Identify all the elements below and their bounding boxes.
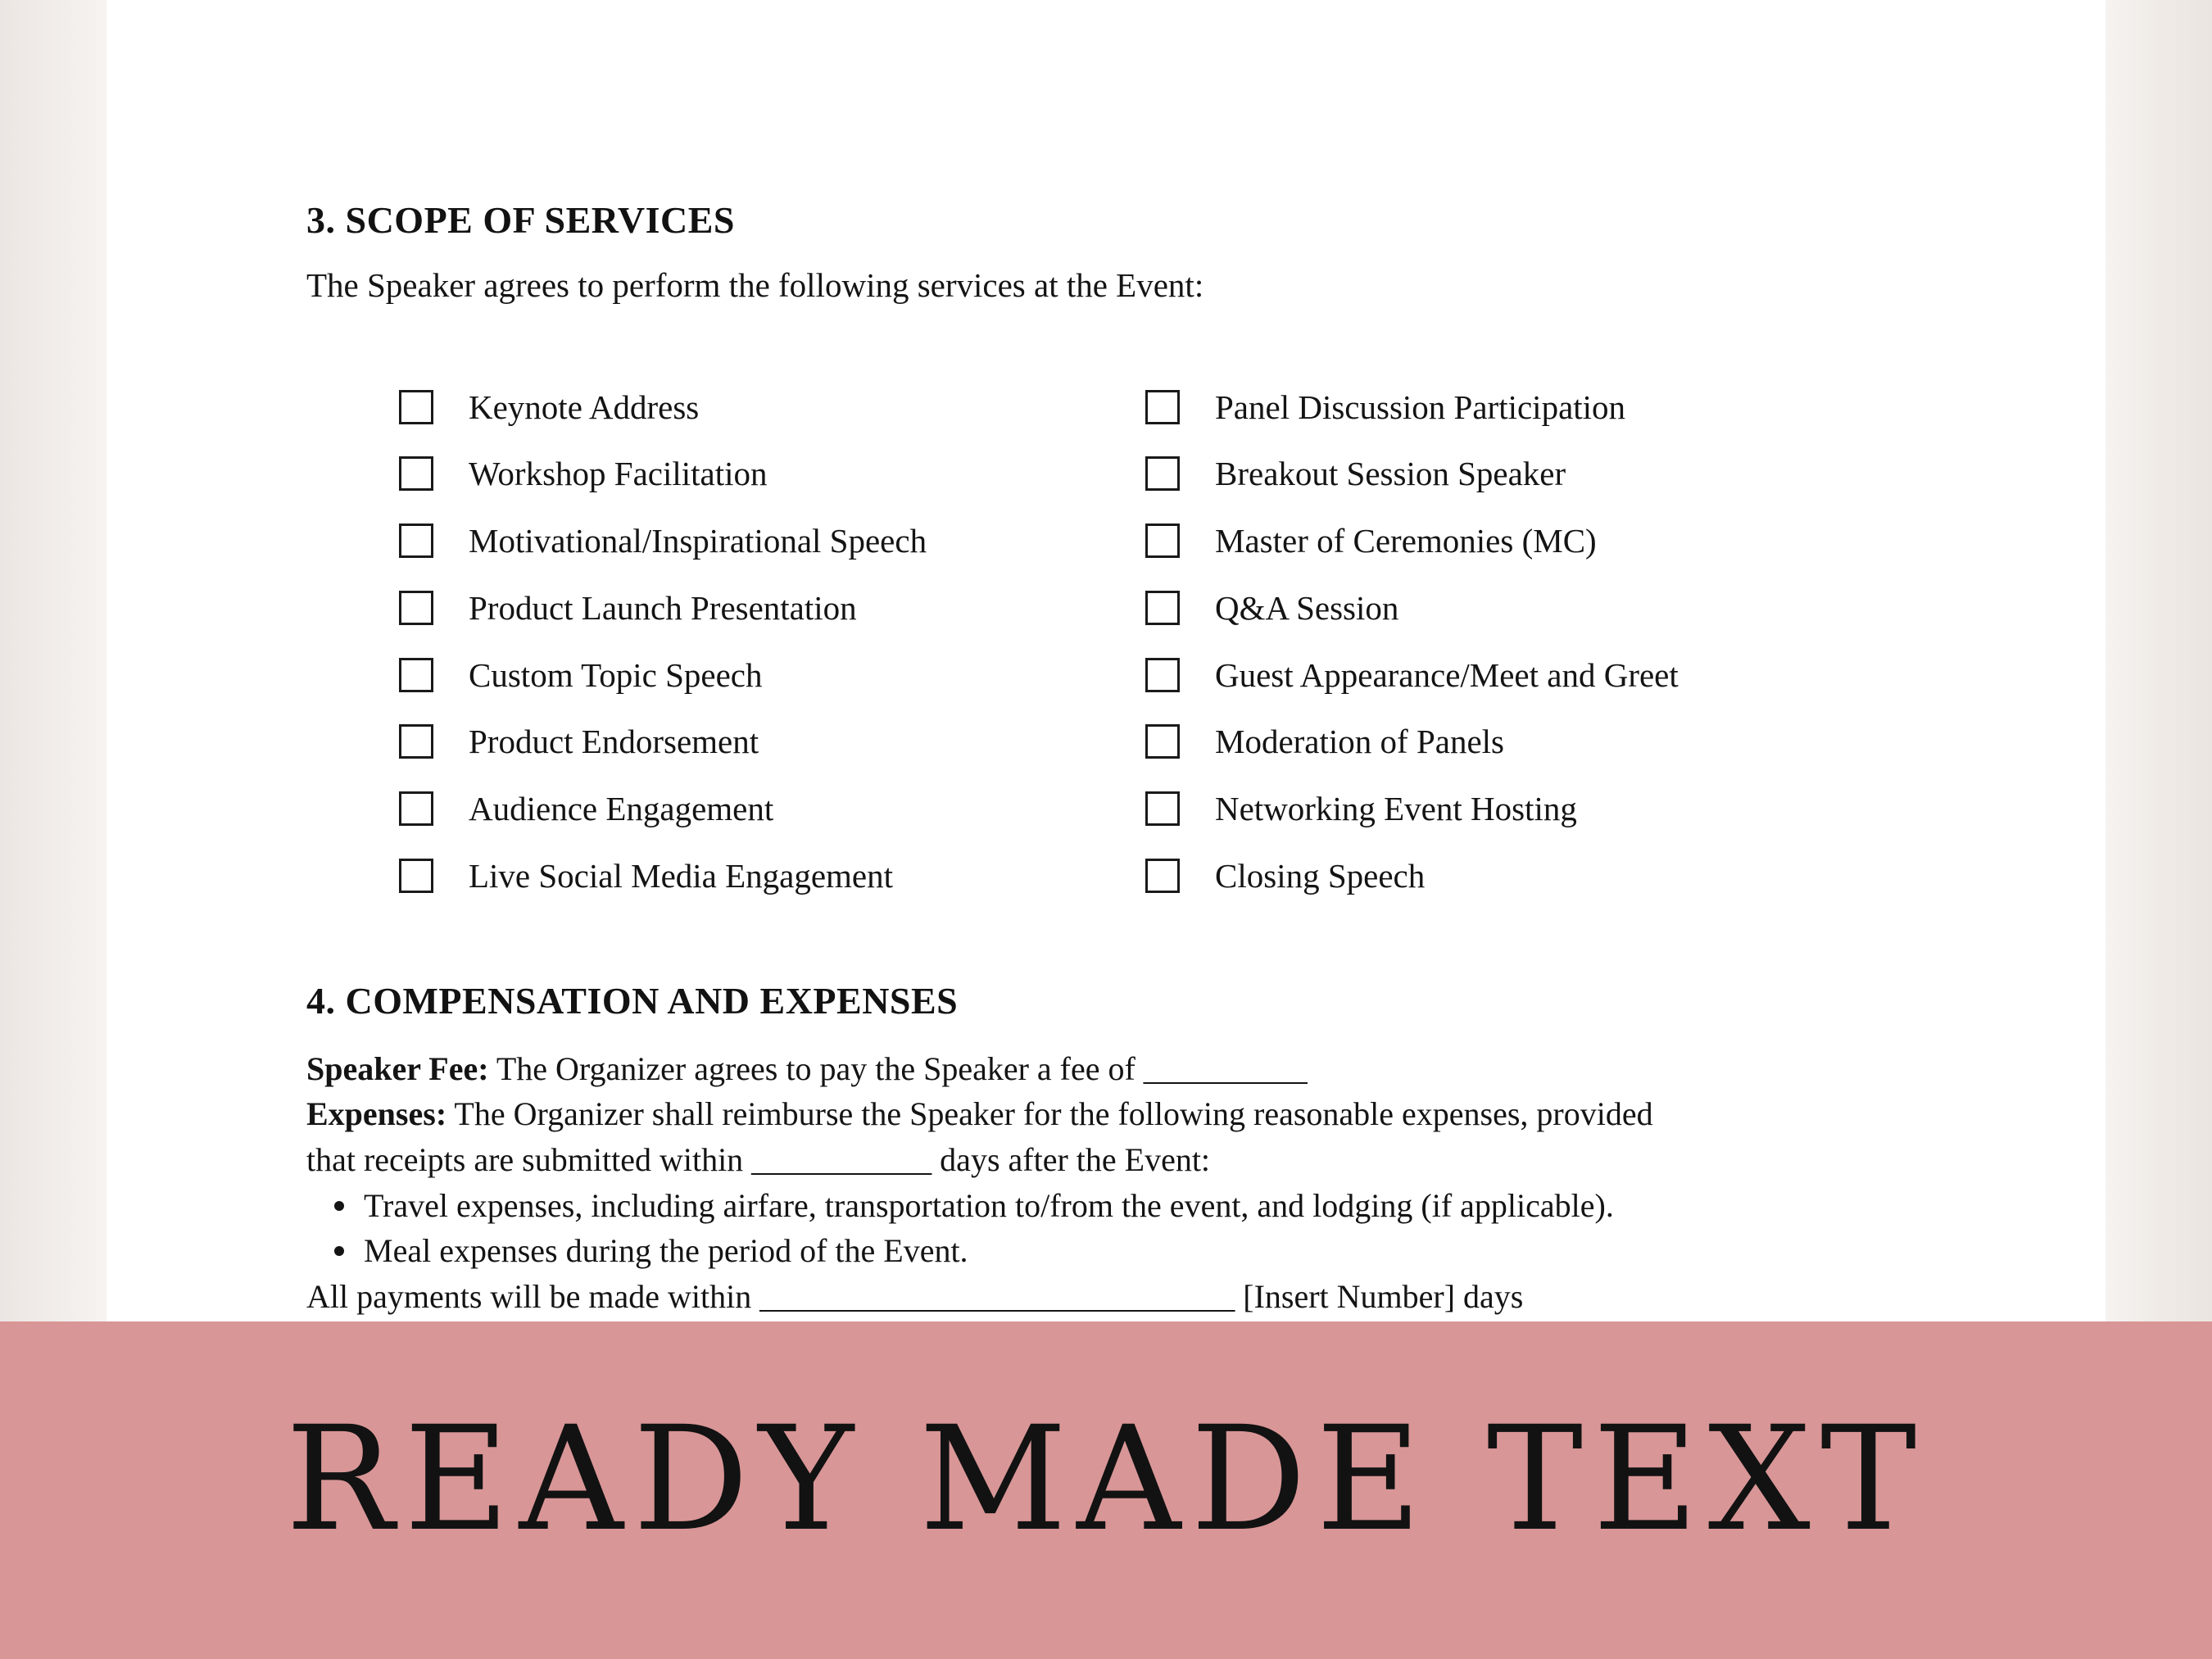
service-label: Q&A Session — [1215, 589, 1399, 627]
bullet-text: Meal expenses during the period of the Event. — [364, 1232, 968, 1269]
expenses-continued-line: that receipts are submitted within ___________ days after the Event: — [306, 1141, 1211, 1178]
checkbox[interactable] — [399, 724, 433, 759]
checkbox[interactable] — [1145, 390, 1180, 424]
service-label: Moderation of Panels — [1215, 723, 1504, 760]
checkbox[interactable] — [1145, 456, 1180, 491]
section-4-heading: 4. COMPENSATION AND EXPENSES — [306, 980, 959, 1022]
service-label: Custom Topic Speech — [469, 656, 763, 694]
checkbox[interactable] — [399, 658, 433, 692]
checkbox[interactable] — [1145, 859, 1180, 893]
service-label: Breakout Session Speaker — [1215, 455, 1566, 492]
service-product-endorsement[interactable] — [399, 722, 759, 761]
service-label: Guest Appearance/Meet and Greet — [1215, 656, 1679, 694]
service-qa-session[interactable] — [1145, 588, 1398, 628]
service-networking-event[interactable] — [1145, 789, 1577, 828]
bullet-dot-icon — [334, 1201, 344, 1211]
service-audience-engagement[interactable] — [399, 789, 773, 828]
service-product-launch[interactable] — [399, 588, 857, 628]
service-label: Product Endorsement — [469, 723, 759, 760]
service-label: Networking Event Hosting — [1215, 790, 1577, 827]
section-3-heading: 3. SCOPE OF SERVICES — [306, 199, 736, 241]
service-label: Keynote Address — [469, 388, 700, 426]
document-page — [107, 0, 2105, 1321]
speaker-fee-line — [306, 1049, 1308, 1088]
service-live-social-media[interactable] — [399, 856, 893, 895]
service-master-of-ceremonies[interactable] — [1145, 521, 1597, 560]
expense-bullet-meals — [334, 1231, 968, 1270]
service-breakout-session[interactable] — [1145, 454, 1566, 493]
checkbox[interactable] — [1145, 658, 1180, 692]
bullet-text: Travel expenses, including airfare, transportation to/from the event, and lodging (if applicable). — [364, 1187, 1614, 1224]
service-label: Product Launch Presentation — [469, 589, 857, 627]
checkbox[interactable] — [399, 390, 433, 424]
checkbox[interactable] — [1145, 791, 1180, 826]
service-closing-speech[interactable] — [1145, 856, 1425, 895]
service-keynote-address[interactable] — [399, 388, 699, 427]
speaker-fee-text: The Organizer agrees to pay the Speaker a fee of __________ — [488, 1050, 1308, 1087]
checkbox[interactable] — [399, 591, 433, 625]
expense-bullet-travel — [334, 1186, 1614, 1225]
expenses-label: Expenses: — [306, 1095, 447, 1132]
section-3-intro: The Speaker agrees to perform the following services at the Event: — [306, 266, 1204, 304]
expenses-text: The Organizer shall reimburse the Speaker for the following reasonable expenses, provided — [446, 1095, 1653, 1132]
service-guest-appearance[interactable] — [1145, 655, 1679, 695]
service-label: Workshop Facilitation — [469, 455, 768, 492]
service-label: Panel Discussion Participation — [1215, 388, 1626, 426]
checkbox[interactable] — [399, 859, 433, 893]
service-label: Live Social Media Engagement — [469, 857, 894, 895]
service-label: Master of Ceremonies (MC) — [1215, 522, 1597, 560]
service-custom-topic[interactable] — [399, 655, 763, 695]
checkbox[interactable] — [399, 456, 433, 491]
payments-line: All payments will be made within _____________________________ [Insert Number] days — [306, 1278, 1524, 1315]
speaker-fee-label: Speaker Fee: — [306, 1050, 489, 1087]
service-workshop-facilitation[interactable] — [399, 454, 768, 493]
checkbox[interactable] — [399, 524, 433, 558]
service-motivational-speech[interactable] — [399, 521, 927, 560]
checkbox[interactable] — [399, 791, 433, 826]
service-label: Motivational/Inspirational Speech — [469, 522, 927, 560]
checkbox[interactable] — [1145, 524, 1180, 558]
service-label: Audience Engagement — [469, 790, 774, 827]
bullet-dot-icon — [334, 1246, 344, 1256]
service-panel-discussion[interactable] — [1145, 388, 1625, 427]
checkbox[interactable] — [1145, 724, 1180, 759]
service-label: Closing Speech — [1215, 857, 1426, 895]
banner-title: READY MADE TEXT — [285, 1395, 1927, 1563]
promo-banner — [0, 1321, 2212, 1659]
checkbox[interactable] — [1145, 591, 1180, 625]
expenses-line — [306, 1095, 1653, 1133]
service-moderation-of-panels[interactable] — [1145, 722, 1504, 761]
